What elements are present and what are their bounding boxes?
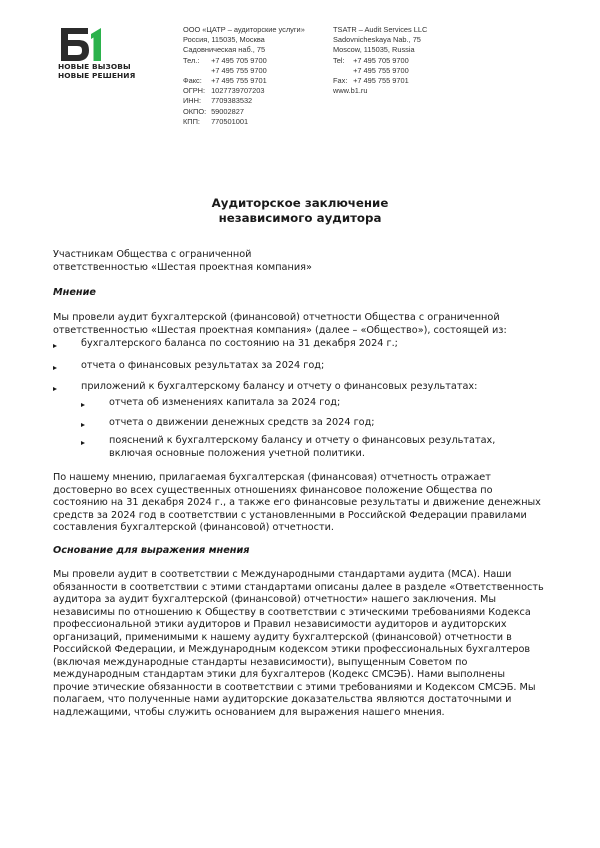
- tel-label-en: Tel:: [333, 55, 345, 65]
- basis-line: Российской Федерации, и Международным кодексом этики профессиональных бухгалтеров: [53, 644, 531, 655]
- fax-ru: +7 495 755 9701: [211, 76, 267, 86]
- addressee-line-1: Участникам Общества с ограниченной: [53, 249, 252, 260]
- sub-bullet-marker: [81, 441, 85, 445]
- b1-logo: [58, 26, 148, 80]
- fax-label-ru: Факс:: [183, 76, 202, 86]
- conclusion-line-1: По нашему мнению, прилагаемая бухгалтерская (финансовая) отчетность отражает: [53, 472, 491, 483]
- addressee-line-2: ответственностью «Шестая проектная компания»: [53, 261, 312, 273]
- kpp-label: КПП:: [183, 116, 200, 126]
- conclusion-line-2: достоверно во всех существенных отношениях финансовое положение Общества по: [53, 484, 493, 496]
- city-en: Moscow, 115035, Russia: [333, 45, 415, 55]
- company-name-ru: ООО «ЦАТР – аудиторские услуги»: [183, 25, 305, 34]
- basis-line: профессиональной этики аудиторов и Правил независимости аудиторов и аудиторских: [53, 619, 507, 630]
- inn-label: ИНН:: [183, 96, 202, 106]
- sub-bullet-notes-line-2: включая основные положения учетной политики.: [109, 447, 365, 459]
- bullet-marker: [53, 344, 57, 348]
- tel-2-ru: +7 495 755 9700: [211, 65, 267, 75]
- bullet-balance-sheet: бухгалтерского баланса по состоянию на 31 декабря 2024 г.;: [81, 338, 398, 349]
- title-line-2: независимого аудитора: [218, 211, 382, 225]
- fax-label-en: Fax:: [333, 76, 348, 86]
- logo-tagline-1: НОВЫЕ ВЫЗОВЫ: [58, 62, 131, 71]
- basis-line: полагаем, что полученные нами аудиторские доказательства являются достаточными и: [53, 694, 512, 705]
- address-block-ru: [183, 25, 305, 127]
- tel-label-ru: Тел.:: [183, 55, 200, 65]
- title-line-1: Аудиторское заключение: [211, 196, 389, 210]
- basis-line: обязанности в соответствии с этими стандартами описаны далее в разделе «Ответственность: [53, 581, 544, 593]
- sub-bullet-notes: [109, 435, 495, 460]
- address-block-en: [333, 25, 427, 96]
- okpo-value: 59002827: [211, 106, 244, 116]
- city-ru: Россия, 115035, Москва: [183, 35, 265, 45]
- tel-1-ru: +7 495 705 9700: [211, 55, 267, 65]
- kpp-value: 770501001: [211, 116, 249, 126]
- company-name-en: TSATR – Audit Services LLC: [333, 25, 428, 34]
- b1-logo-mark: [58, 26, 104, 62]
- opinion-conclusion: [53, 472, 553, 535]
- sub-bullet-marker: [81, 403, 85, 407]
- sub-bullet-cash-flows: отчета о движении денежных средств за 2024 год;: [109, 417, 375, 428]
- basis-line: прочие этические обязанности в соответствии с этими требованиями и Кодексом СМСЭБ. Мы: [53, 681, 536, 693]
- bullet-financial-results: отчета о финансовых результатах за 2024 год;: [81, 360, 325, 371]
- addressee: [53, 249, 553, 274]
- basis-line: надлежащими, чтобы служить основанием для выражения нашего мнения.: [53, 706, 445, 718]
- fax-en: +7 495 755 9701: [353, 76, 409, 86]
- conclusion-line-4: средств за 2024 год в соответствии с установленными в Российской Федерации правилами: [53, 509, 527, 521]
- sub-bullet-notes-line-1: пояснений к бухгалтерскому балансу и отчету о финансовых результатах,: [109, 435, 496, 446]
- inn-value: 7709383532: [211, 96, 253, 106]
- basis-line: Мы провели аудит в соответствии с Международными стандартами аудита (МСА). Наши: [53, 569, 512, 580]
- ogrn-value: 1027739707203: [211, 86, 265, 96]
- conclusion-line-3: состоянию на 31 декабря 2024 г., а также его финансовые результаты и движение денежных: [53, 497, 541, 508]
- basis-paragraph: [53, 569, 553, 719]
- ogrn-label: ОГРН:: [183, 86, 206, 96]
- okpo-label: ОКПО:: [183, 106, 207, 116]
- conclusion-line-5: составления бухгалтерской (финансовой) отчетности.: [53, 522, 334, 533]
- sub-bullet-capital-changes: отчета об изменениях капитала за 2024 год;: [109, 397, 341, 408]
- basis-line: (включая международные стандарты независимости), выпущенным Советом по: [53, 656, 468, 668]
- logo-tagline-2: НОВЫЕ РЕШЕНИЯ: [58, 71, 136, 80]
- opinion-intro: [53, 312, 553, 337]
- bullet-marker: [53, 366, 57, 370]
- basis-line: организаций, применимыми к нашему аудиту бухгалтерской (финансовой) отчетности в: [53, 631, 512, 643]
- bullet-appendices: приложений к бухгалтерскому балансу и отчету о финансовых результатах:: [81, 381, 478, 392]
- sub-bullet-marker: [81, 423, 85, 427]
- opinion-intro-line-1: Мы провели аудит бухгалтерской (финансовой) отчетности Общества с ограниченной: [53, 312, 500, 323]
- basis-heading: Основание для выражения мнения: [53, 545, 250, 556]
- basis-line: аудитора за аудит бухгалтерской (финансовой) отчетности» нашего заключения. Мы: [53, 594, 497, 605]
- website-link[interactable]: www.b1.ru: [333, 86, 368, 96]
- tel-1-en: +7 495 705 9700: [353, 55, 409, 65]
- basis-line: международным стандартам этики для бухгалтеров (Кодекс СМСЭБ). Нами выполнены: [53, 669, 505, 680]
- tel-2-en: +7 495 755 9700: [353, 65, 409, 75]
- street-ru: Садовническая наб., 75: [183, 45, 266, 55]
- opinion-intro-line-2: ответственностью «Шестая проектная компания» (далее – «Общество»), состоящей из:: [53, 324, 507, 336]
- basis-line: независимы по отношению к Обществу в соответствии с этическими требованиями Кодекса: [53, 606, 531, 618]
- opinion-heading: Мнение: [53, 287, 96, 298]
- bullet-marker: [53, 387, 57, 391]
- street-en: Sadovnicheskaya Nab., 75: [333, 35, 421, 45]
- document-title: [0, 196, 600, 226]
